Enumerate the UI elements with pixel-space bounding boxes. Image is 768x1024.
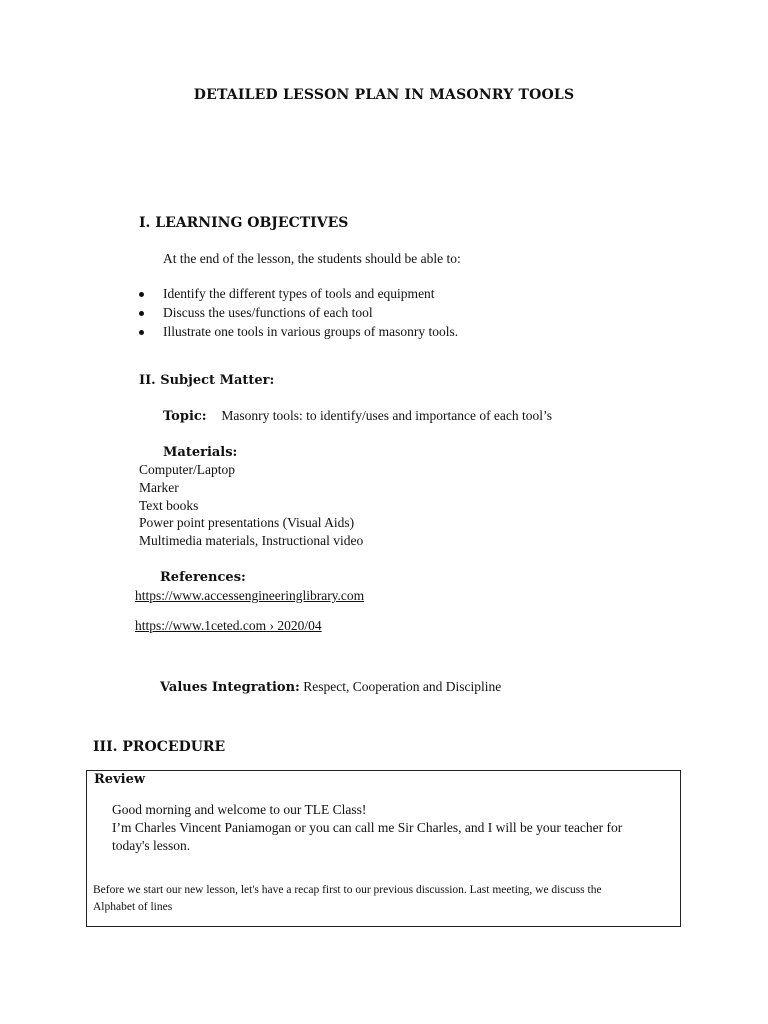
values-label: Values Integration: — [160, 680, 300, 695]
topic-value: Masonry tools: to identify/uses and importance of each tool’s — [221, 408, 553, 423]
review-label: Review — [94, 772, 146, 787]
recap-line: Alphabet of lines — [93, 901, 173, 913]
bullet-icon — [139, 292, 144, 297]
topic-label: Topic: — [163, 409, 207, 424]
review-box — [86, 770, 681, 927]
values-integration-line — [160, 679, 501, 695]
materials-list — [139, 462, 363, 551]
page-title: DETAILED LESSON PLAN IN MASONRY TOOLS — [193, 87, 575, 103]
bullet-icon — [139, 330, 144, 335]
material-item: Multimedia materials, Instructional video — [139, 533, 364, 549]
materials-label: Materials: — [163, 445, 238, 460]
values-value: Respect, Cooperation and Discipline — [303, 679, 502, 694]
references-label: References: — [160, 570, 246, 585]
reference-link[interactable]: https://www.1ceted.com › 2020/04 — [135, 618, 322, 633]
greeting-line: I’m Charles Vincent Paniamogan or you can call me Sir Charles, and I will be your teacher for — [112, 820, 623, 835]
objective-item: Illustrate one tools in various groups of masonry tools. — [138, 324, 458, 343]
objective-item: Identify the different types of tools and equipment — [138, 286, 458, 305]
bullet-icon — [139, 311, 144, 316]
greeting-line: Good morning and welcome to our TLE Class! — [112, 802, 367, 817]
subject-matter-heading: II. Subject Matter: — [139, 373, 275, 388]
recap-line: Before we start our new lesson, let's have a recap first to our previous discussion. Last meeting, we discuss the — [93, 884, 602, 896]
material-item: Text books — [139, 497, 199, 513]
material-item: Marker — [139, 479, 179, 495]
objective-item: Discuss the uses/functions of each tool — [138, 305, 458, 324]
greeting-line: today's lesson. — [112, 838, 191, 853]
topic-line — [163, 408, 552, 424]
reference-link[interactable]: https://www.accessengineeringlibrary.com — [135, 588, 365, 603]
procedure-heading: III. PROCEDURE — [93, 739, 226, 755]
material-item: Computer/Laptop — [139, 462, 235, 477]
material-item: Power point presentations (Visual Aids) — [139, 515, 355, 531]
objectives-list — [138, 286, 458, 343]
learning-objectives-heading: I. LEARNING OBJECTIVES — [139, 215, 349, 231]
objectives-intro: At the end of the lesson, the students should be able to: — [163, 251, 461, 266]
